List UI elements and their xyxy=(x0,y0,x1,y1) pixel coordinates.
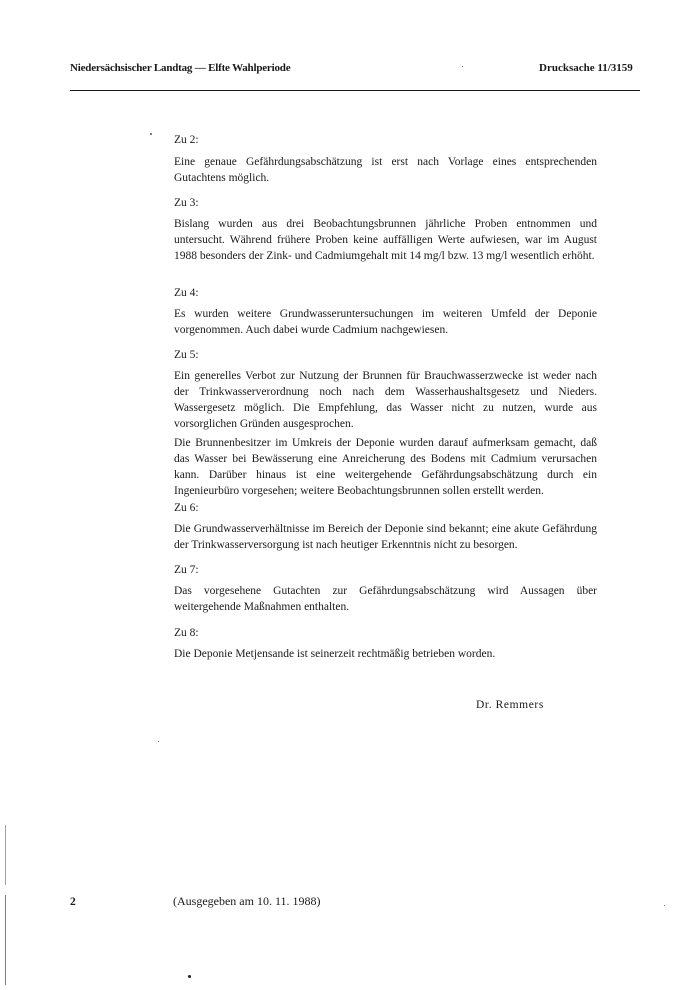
document-reference: Drucksache 11/3159 xyxy=(539,62,633,74)
answer-text-6: Die Grundwasserverhältnisse im Bereich der Deponie sind bekannt; eine akute Gefährdung der Trinkwasserversorgung ist nach heutiger Erkenntnis nicht zu besorgen. xyxy=(174,523,597,551)
answer-text-2: Eine genaue Gefährdungsabschätzung ist erst nach Vorlage eines entsprechenden Gutachtens möglich. xyxy=(174,156,597,184)
answer-text-4: Es wurden weitere Grundwasseruntersuchungen im weiteren Umfeld der Deponie vorgenommen. Auch dabei wurde Cadmium nachgewiesen. xyxy=(174,308,597,336)
answer-text-5b: Die Brunnenbesitzer im Umkreis der Deponie wurden darauf aufmerksam gemacht, daß das Wasser bei Bewässerung eine Anreicherung des Bodens mit Cadmium verursachen kann. Darüber hinaus ist eine weitergehende Gefährdungsabschätzung durch ein Ingenieurbüro vorgesehen; weitere Beobachtungsbrunnen sollen erstellt werden. xyxy=(174,437,597,497)
scan-speck xyxy=(462,66,463,67)
signature: Dr. Remmers xyxy=(476,699,544,711)
scan-margin-mark xyxy=(5,825,6,885)
answer-text-3: Bislang wurden aus drei Beobachtungsbrunnen jährliche Proben entnommen und untersucht. Während frühere Proben keine auffälligen Werte aufwiesen, war im August 1988 besonders der Zink- und Cadmiumgehalt mit 14 mg/l bzw. 13 mg/l wesentlich erhöht. xyxy=(174,218,597,262)
answer-heading-5: Zu 5: xyxy=(174,349,199,361)
answer-heading-3: Zu 3: xyxy=(174,197,199,209)
scan-speck xyxy=(150,133,152,135)
scan-speck xyxy=(158,741,159,742)
header-title: Niedersächsischer Landtag — Elfte Wahlperiode xyxy=(70,62,291,74)
answer-text-5a: Ein generelles Verbot zur Nutzung der Brunnen für Brauchwasserzwecke ist weder nach der Trinkwasserverordnung noch nach dem Wasserhaushaltsgesetz und Nieders. Wassergesetz möglich. Die Empfehlung, das Wasser nicht zu nutzen, wurde aus vorsorglichen Gründen ausgesprochen. xyxy=(174,370,597,430)
answer-heading-7: Zu 7: xyxy=(174,564,199,576)
scan-margin-mark xyxy=(5,895,6,985)
issued-date-note: (Ausgegeben am 10. 11. 1988) xyxy=(173,894,321,908)
answer-heading-4: Zu 4: xyxy=(174,287,199,299)
page-number: 2 xyxy=(70,896,76,908)
answer-text-7: Das vorgesehene Gutachten zur Gefährdungsabschätzung wird Aussagen über weitergehende Maßnahmen enthalten. xyxy=(174,585,597,613)
scan-speck xyxy=(664,905,665,906)
answer-heading-6: Zu 6: xyxy=(174,502,199,514)
answer-heading-8: Zu 8: xyxy=(174,627,199,639)
scan-speck xyxy=(188,975,191,978)
answer-text-8: Die Deponie Metjensande ist seinerzeit rechtmäßig betrieben worden. xyxy=(174,648,496,660)
header-divider xyxy=(70,90,640,91)
answer-heading-2: Zu 2: xyxy=(174,134,199,146)
